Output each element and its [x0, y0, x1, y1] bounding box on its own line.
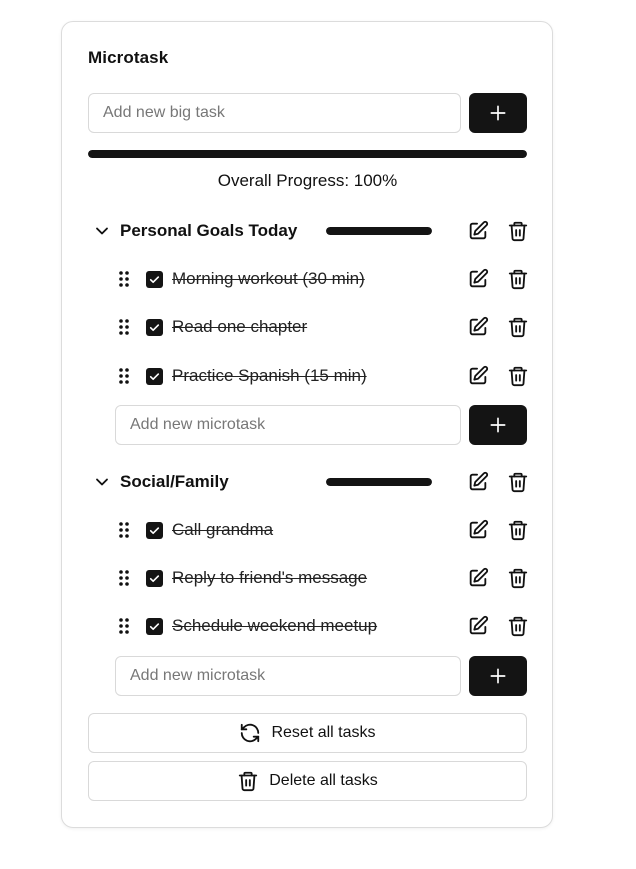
- trash-icon: [507, 615, 529, 637]
- task-text: Morning workout (30 min): [172, 269, 365, 288]
- check-icon: [148, 370, 161, 383]
- delete-task-button[interactable]: [504, 362, 532, 390]
- task-group-header: [92, 216, 532, 246]
- task-row: [118, 612, 532, 640]
- edit-task-button[interactable]: [464, 564, 492, 592]
- edit-icon: [467, 365, 489, 387]
- delete-task-button[interactable]: [504, 612, 532, 640]
- big-task-input-row: [88, 93, 527, 133]
- check-icon: [148, 620, 161, 633]
- task-text: Read one chapter: [172, 317, 308, 336]
- task-row: [118, 265, 532, 293]
- edit-task-button[interactable]: [464, 362, 492, 390]
- add-microtask-button[interactable]: [469, 656, 527, 696]
- collapse-toggle[interactable]: [92, 219, 120, 243]
- microtask-input-row: [115, 656, 527, 696]
- task-row: [118, 362, 532, 390]
- drag-handle[interactable]: [118, 318, 130, 336]
- task-checkbox[interactable]: [146, 522, 163, 539]
- edit-icon: [467, 268, 489, 290]
- grip-icon: [118, 367, 130, 385]
- trash-icon: [507, 471, 529, 493]
- task-checkbox[interactable]: [146, 368, 163, 385]
- edit-group-button[interactable]: [464, 217, 492, 245]
- edit-task-button[interactable]: [464, 265, 492, 293]
- drag-handle[interactable]: [118, 617, 130, 635]
- delete-all-tasks-label: Delete all tasks: [269, 772, 378, 789]
- group-title: Personal Goals Today: [120, 221, 298, 240]
- task-text: Schedule weekend meetup: [172, 616, 378, 635]
- edit-icon: [467, 615, 489, 637]
- delete-group-button[interactable]: [504, 468, 532, 496]
- drag-handle[interactable]: [118, 367, 130, 385]
- edit-group-button[interactable]: [464, 468, 492, 496]
- add-microtask-button[interactable]: [469, 405, 527, 445]
- chevron-down-icon: [92, 472, 112, 492]
- trash-icon: [507, 220, 529, 242]
- chevron-down-icon: [92, 221, 112, 241]
- check-icon: [148, 572, 161, 585]
- overall-progress-fill: [88, 150, 527, 158]
- microtask-input-row: [115, 405, 527, 445]
- edit-icon: [467, 519, 489, 541]
- grip-icon: [118, 521, 130, 539]
- app-title: Microtask: [88, 48, 169, 67]
- task-row: [118, 564, 532, 592]
- grip-icon: [118, 270, 130, 288]
- trash-icon: [237, 770, 259, 792]
- group-progress-fill: [326, 227, 432, 235]
- plus-icon: [488, 666, 508, 686]
- check-icon: [148, 524, 161, 537]
- overall-progress-label: Overall Progress: 100%: [217, 171, 398, 190]
- add-big-task-button[interactable]: [469, 93, 527, 133]
- plus-icon: [488, 415, 508, 435]
- big-task-input[interactable]: [88, 93, 461, 133]
- delete-all-tasks-button[interactable]: [88, 761, 527, 801]
- edit-icon: [467, 220, 489, 242]
- group-progress-bar: [326, 227, 432, 235]
- grip-icon: [118, 318, 130, 336]
- task-row: [118, 516, 532, 544]
- microtask-input[interactable]: [115, 405, 461, 445]
- task-text: Call grandma: [172, 520, 274, 539]
- task-checkbox[interactable]: [146, 570, 163, 587]
- drag-handle[interactable]: [118, 270, 130, 288]
- reset-all-tasks-button[interactable]: [88, 713, 527, 753]
- task-group-header: [92, 467, 532, 497]
- collapse-toggle[interactable]: [92, 470, 120, 494]
- group-progress-fill: [326, 478, 432, 486]
- task-checkbox[interactable]: [146, 618, 163, 635]
- refresh-icon: [239, 722, 261, 744]
- delete-task-button[interactable]: [504, 265, 532, 293]
- edit-icon: [467, 316, 489, 338]
- task-text: Reply to friend's message: [172, 568, 368, 587]
- microtask-input[interactable]: [115, 656, 461, 696]
- group-progress-bar: [326, 478, 432, 486]
- check-icon: [148, 321, 161, 334]
- edit-icon: [467, 567, 489, 589]
- reset-all-tasks-label: Reset all tasks: [271, 724, 376, 741]
- overall-progress-bar: [88, 150, 527, 158]
- grip-icon: [118, 569, 130, 587]
- trash-icon: [507, 567, 529, 589]
- task-checkbox[interactable]: [146, 271, 163, 288]
- delete-task-button[interactable]: [504, 516, 532, 544]
- microtask-card: [61, 21, 553, 828]
- task-row: [118, 313, 532, 341]
- grip-icon: [118, 617, 130, 635]
- task-checkbox[interactable]: [146, 319, 163, 336]
- edit-task-button[interactable]: [464, 313, 492, 341]
- drag-handle[interactable]: [118, 521, 130, 539]
- group-title: Social/Family: [120, 472, 229, 491]
- delete-group-button[interactable]: [504, 217, 532, 245]
- edit-icon: [467, 471, 489, 493]
- drag-handle[interactable]: [118, 569, 130, 587]
- trash-icon: [507, 316, 529, 338]
- edit-task-button[interactable]: [464, 612, 492, 640]
- trash-icon: [507, 268, 529, 290]
- trash-icon: [507, 519, 529, 541]
- task-text: Practice Spanish (15 min): [172, 366, 367, 385]
- plus-icon: [488, 103, 508, 123]
- edit-task-button[interactable]: [464, 516, 492, 544]
- trash-icon: [507, 365, 529, 387]
- delete-task-button[interactable]: [504, 564, 532, 592]
- delete-task-button[interactable]: [504, 313, 532, 341]
- check-icon: [148, 273, 161, 286]
